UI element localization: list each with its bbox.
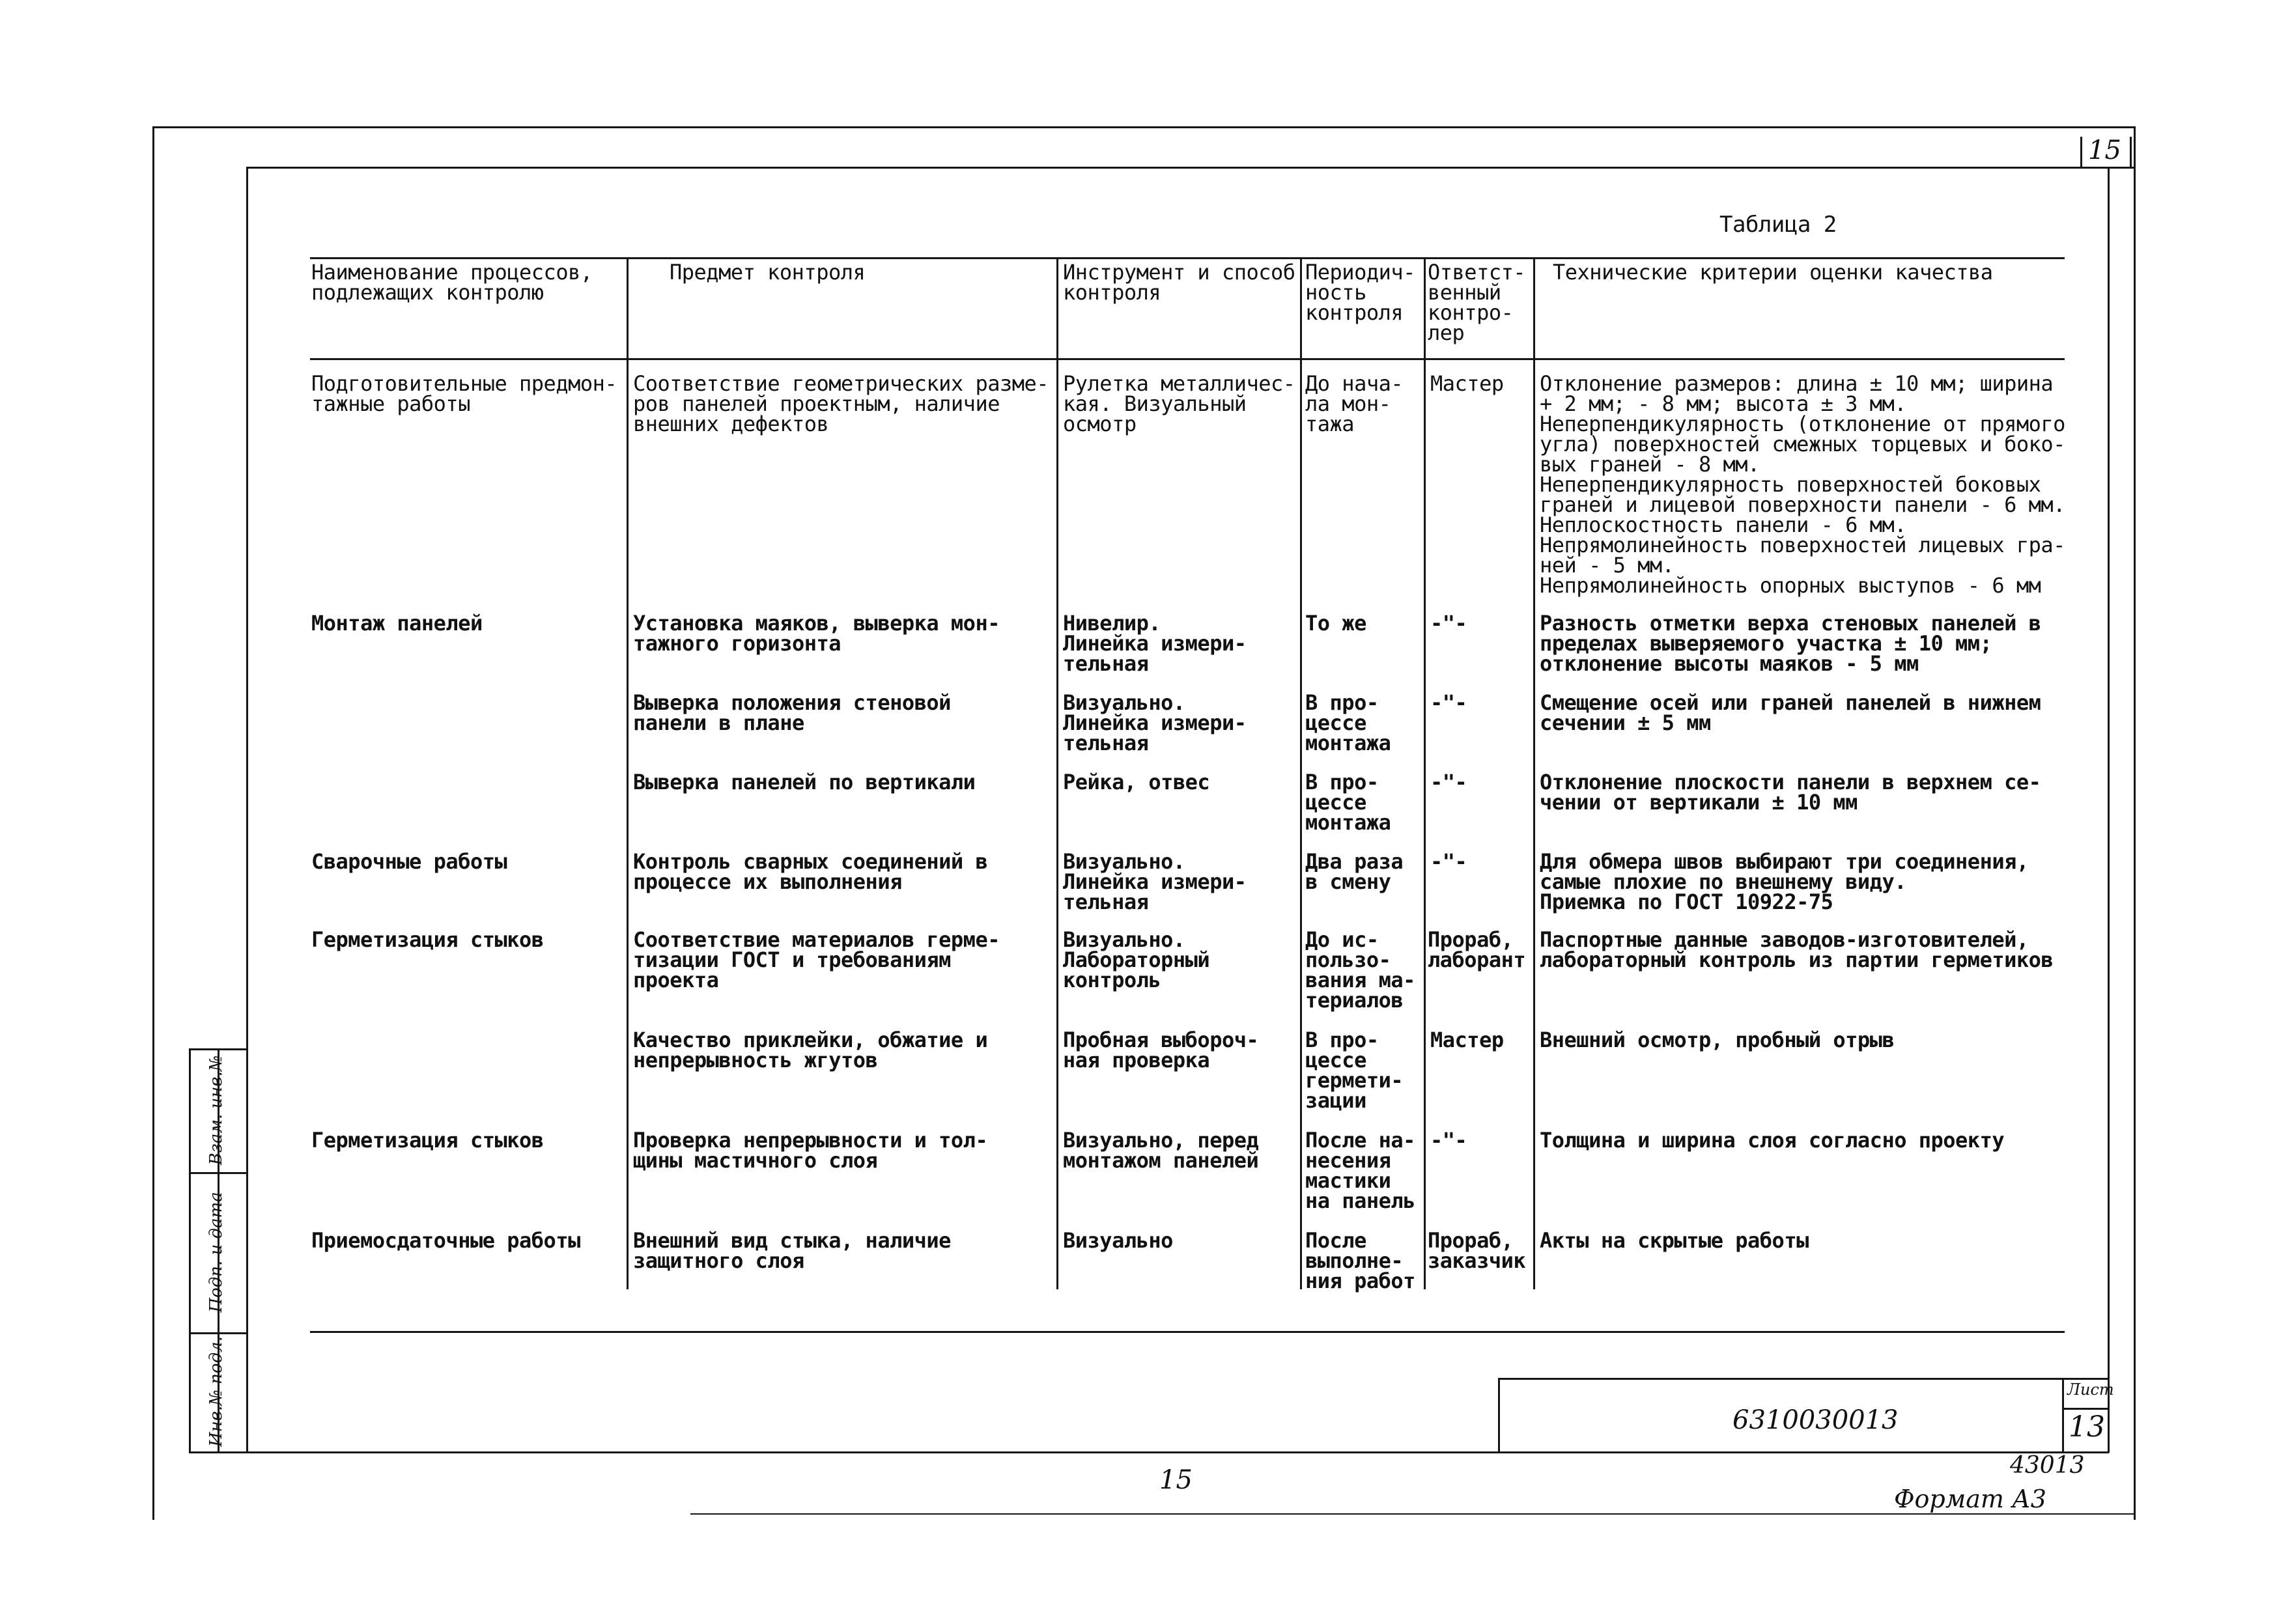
title-block-left [1498, 1378, 1500, 1453]
header-responsible: Ответст- венный контро- лер [1428, 260, 1526, 345]
table-header-bottom-line [310, 358, 2065, 360]
row6-responsible: Прораб, лаборант [1428, 927, 1526, 972]
col-divider-1 [627, 257, 629, 1289]
row1-responsible: Мастер [1430, 371, 1504, 396]
header-subject: Предмет контроля [670, 260, 866, 285]
row4-tool: Рейка, отвес [1063, 770, 1210, 794]
row3-tool: Визуально. Линейка измери- тельная [1063, 690, 1247, 755]
row1-period: До нача- ла мон- тажа [1305, 371, 1404, 436]
row7-responsible: Мастер [1430, 1028, 1504, 1052]
frame-left [246, 167, 248, 1453]
row9-tool: Визуально [1063, 1228, 1173, 1253]
header-tool: Инструмент и способ контроля [1063, 260, 1295, 305]
row4-subject: Выверка панелей по вертикали [633, 770, 976, 794]
row3-period: В про- цессе монтажа [1305, 690, 1391, 755]
footer-code: 43013 [2010, 1452, 2085, 1479]
row1-criteria: Отклонение размеров: длина ± 10 мм; ширина + 2 мм; - 8 мм; высота ± 3 мм. Неперпендикулярность (отклонение от прямого угла) поверхностей смежных торцевых и боко- вых граней - 8 мм. Неперпендикулярность поверхностей боковых граней и лицевой поверхности панели - 6 мм. Неплоскостность панели - 6 мм. Непрямолинейность поверхностей лицевых гра- ней - 5 мм. Непрямолинейность опорных выступов - 6 мм [1540, 371, 2065, 598]
row5-responsible: -"- [1430, 849, 1467, 874]
col-divider-5 [1533, 257, 1535, 1289]
row7-criteria: Внешний осмотр, пробный отрыв [1540, 1028, 1895, 1052]
row5-process: Сварочные работы [311, 849, 507, 874]
table-bottom-line [310, 1331, 2065, 1333]
page-box-right [2130, 137, 2132, 168]
row6-process: Герметизация стыков [311, 927, 544, 952]
row8-period: После на- несения мастики на панель [1305, 1128, 1415, 1213]
row2-criteria: Разность отметки верха стеновых панелей в пределах выверяемого участка ± 10 мм; отклонение высоты маяков - 5 мм [1540, 611, 2041, 676]
title-block-top [1499, 1378, 2109, 1380]
frame-bottom [189, 1451, 2109, 1453]
row9-period: После выполне- ния работ [1305, 1228, 1415, 1293]
row2-tool: Нивелир. Линейка измери- тельная [1063, 611, 1247, 676]
col-divider-4 [1424, 257, 1426, 1289]
row6-period: До ис- пользо- вания ма- териалов [1305, 927, 1415, 1013]
footer-underline [690, 1513, 2135, 1515]
row4-responsible: -"- [1430, 770, 1467, 794]
row7-period: В про- цессе гермети- зации [1305, 1028, 1404, 1113]
frame-top [247, 167, 2134, 169]
row8-criteria: Толщина и ширина слоя согласно проекту [1540, 1128, 2005, 1153]
sheet-top-edge [154, 126, 2134, 128]
header-criteria: Технические критерии оценки качества [1553, 260, 1993, 285]
row6-tool: Визуально. Лабораторный контроль [1063, 927, 1210, 992]
row2-process: Монтаж панелей [311, 611, 483, 636]
row9-subject: Внешний вид стыка, наличие защитного слоя [633, 1228, 951, 1273]
header-period: Периодич- ность контроля [1305, 260, 1415, 325]
footer-page-number: 15 [1159, 1465, 1193, 1495]
row3-criteria: Смещение осей или граней панелей в нижнем сечении ± 5 мм [1540, 690, 2041, 735]
frame-right [2108, 167, 2110, 1453]
row5-subject: Контроль сварных соединений в процессе их выполнения [633, 849, 988, 894]
row3-responsible: -"- [1430, 690, 1467, 715]
stamp-left [189, 1048, 191, 1452]
page-number-top: 15 [2088, 135, 2121, 165]
doc-code: 6310030013 [1732, 1405, 1899, 1435]
row8-subject: Проверка непрерывности и тол- щины мастичного слоя [633, 1128, 988, 1173]
row9-criteria: Акты на скрытые работы [1540, 1228, 1809, 1253]
table-top-line [310, 257, 2065, 259]
page-box-left [2080, 137, 2082, 168]
row3-subject: Выверка положения стеновой панели в плане [633, 690, 951, 735]
col-divider-3 [1300, 257, 1302, 1289]
row2-period: То же [1305, 611, 1366, 636]
row6-criteria: Паспортные данные заводов-изготовителей, лабораторный контроль из партии герметиков [1540, 927, 2054, 972]
sheet-box-left [2062, 1378, 2064, 1453]
stamp-inventory: Инв.№ подл. [206, 1336, 226, 1447]
table-caption: Таблица 2 [1719, 212, 1837, 238]
stamp-replacement: Взам. инв.№ [206, 1055, 226, 1166]
row8-process: Герметизация стыков [311, 1128, 544, 1153]
row7-subject: Качество приклейки, обжатие и непрерывность жгутов [633, 1028, 988, 1072]
row4-period: В про- цессе монтажа [1305, 770, 1391, 835]
row9-process: Приемосдаточные работы [311, 1228, 580, 1253]
sheet-left-edge [152, 126, 154, 1520]
sheet-right-edge [2134, 126, 2136, 1520]
row1-process: Подготовительные предмон- тажные работы [311, 371, 617, 416]
row2-subject: Установка маяков, выверка мон- тажного горизонта [633, 611, 1000, 656]
row4-criteria: Отклонение плоскости панели в верхнем се- чении от вертикали ± 10 мм [1540, 770, 2041, 815]
row1-tool: Рулетка металличес- кая. Визуальный осмотр [1063, 371, 1295, 436]
stamp-signature-date: Подп. и дата [206, 1192, 226, 1313]
row6-subject: Соответствие материалов герме- тизации ГОСТ и требованиям проекта [633, 927, 1000, 992]
row8-tool: Визуально, перед монтажом панелей [1063, 1128, 1259, 1173]
sheet-label: Лист [2067, 1380, 2114, 1399]
row9-responsible: Прораб, заказчик [1428, 1228, 1526, 1273]
row1-subject: Соответствие геометрических разме- ров панелей проектным, наличие внешних дефектов [633, 371, 1049, 436]
row5-criteria: Для обмера швов выбирают три соединения, самые плохие по внешнему виду. Приемка по ГОСТ 10922-75 [1540, 849, 2029, 914]
row7-tool: Пробная выбороч- ная проверка [1063, 1028, 1259, 1072]
row5-period: Два раза в смену [1305, 849, 1404, 894]
row2-responsible: -"- [1430, 611, 1467, 636]
footer-format: Формат А3 [1894, 1485, 2046, 1513]
header-process: Наименование процессов, подлежащих контролю [311, 260, 593, 305]
sheet-box-divider [2062, 1408, 2109, 1410]
col-divider-2 [1056, 257, 1058, 1289]
row8-responsible: -"- [1430, 1128, 1467, 1153]
sheet-number: 13 [2069, 1410, 2105, 1444]
row5-tool: Визуально. Линейка измери- тельная [1063, 849, 1247, 914]
